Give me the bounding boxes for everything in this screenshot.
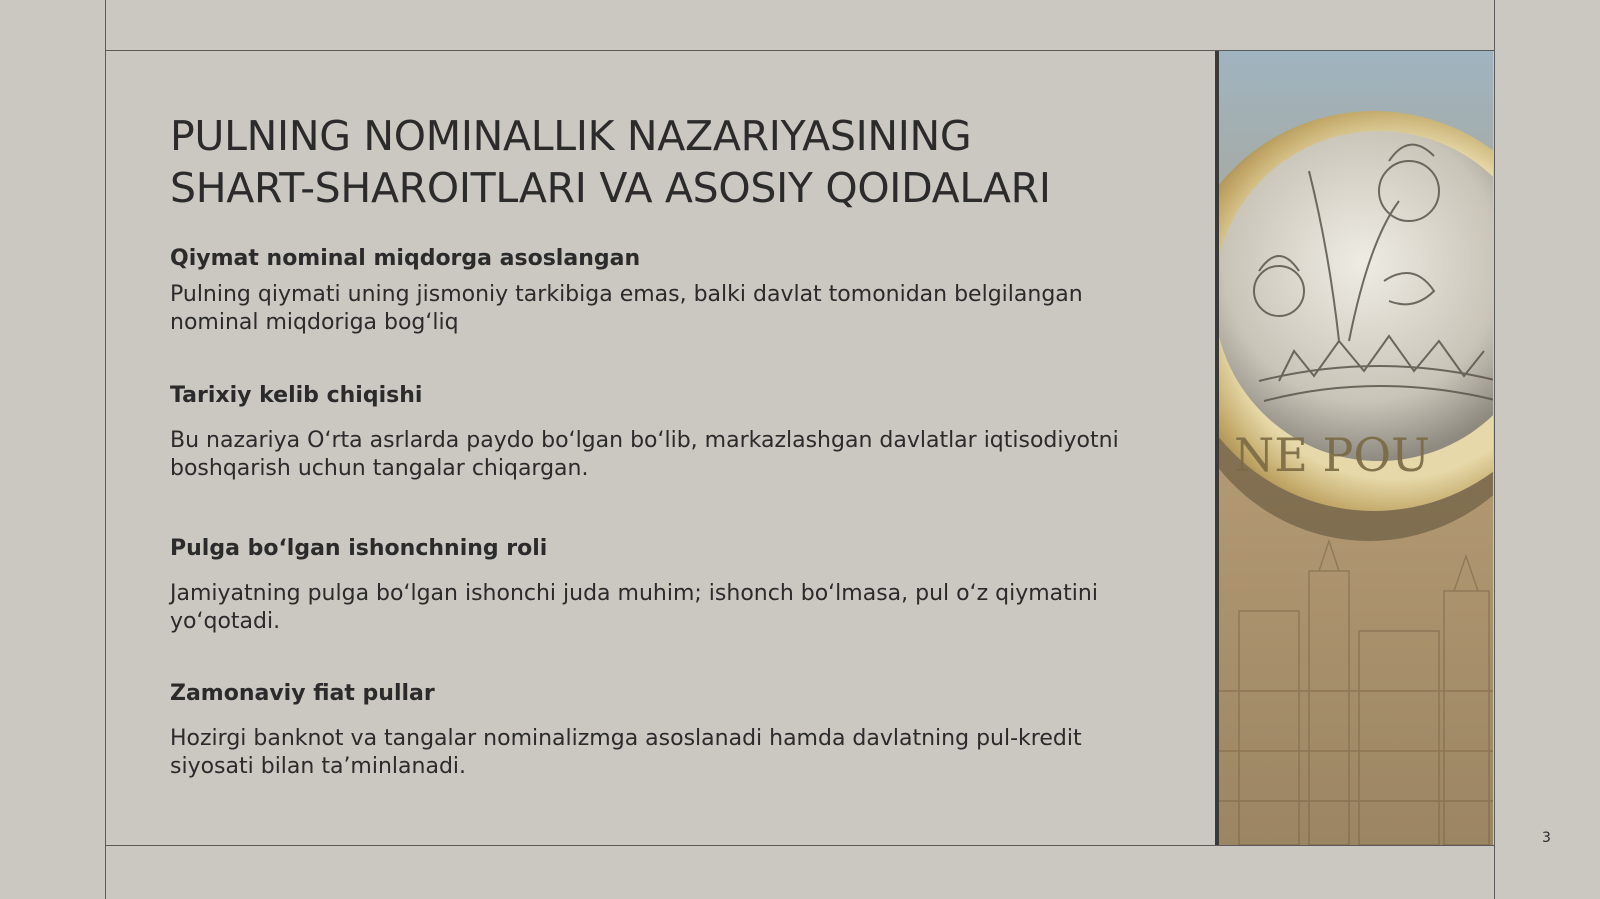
section-body: Bu nazariya O‘rta asrlarda paydo bo‘lgan bo‘lib, markazlashgan davlatlar iqtisodiyotni boshqarish uchun tangalar chiqargan. bbox=[170, 428, 1119, 481]
coin-text: NE POU bbox=[1234, 428, 1430, 482]
section-trust-role bbox=[170, 535, 1170, 636]
section-heading: Pulga bo‘lgan ishonchning roli bbox=[170, 536, 548, 561]
section-body: Pulning qiymati uning jismoniy tarkibiga emas, balki davlat tomonidan belgilangan nominal miqdoriga bog‘liq bbox=[170, 282, 1083, 335]
slide-content bbox=[170, 110, 1170, 779]
left-border-line bbox=[105, 0, 106, 899]
section-heading: Qiymat nominal miqdorga asoslangan bbox=[170, 246, 641, 271]
page-number: 3 bbox=[1542, 830, 1551, 846]
section-nominal-value bbox=[170, 245, 1170, 337]
section-heading: Tarixiy kelib chiqishi bbox=[170, 383, 423, 408]
right-border-line bbox=[1494, 0, 1495, 899]
slide-title: PULNING NOMINALLIK NAZARIYASINING SHART-SHAROITLARI VA ASOSIY QOIDALARI bbox=[170, 112, 1051, 212]
section-heading: Zamonaviy fiat pullar bbox=[170, 681, 435, 706]
section-fiat-money bbox=[170, 680, 1170, 781]
coin-photo bbox=[1215, 51, 1493, 845]
section-history bbox=[170, 382, 1170, 483]
section-body: Jamiyatning pulga bo‘lgan ishonchi juda muhim; ishonch bo‘lmasa, pul o‘z qiymatini yo‘qotadi. bbox=[170, 581, 1098, 634]
bottom-border-line bbox=[105, 845, 1495, 846]
section-body: Hozirgi banknot va tangalar nominalizmga asoslanadi hamda davlatning pul-kredit siyosati bilan ta’minlanadi. bbox=[170, 726, 1082, 779]
